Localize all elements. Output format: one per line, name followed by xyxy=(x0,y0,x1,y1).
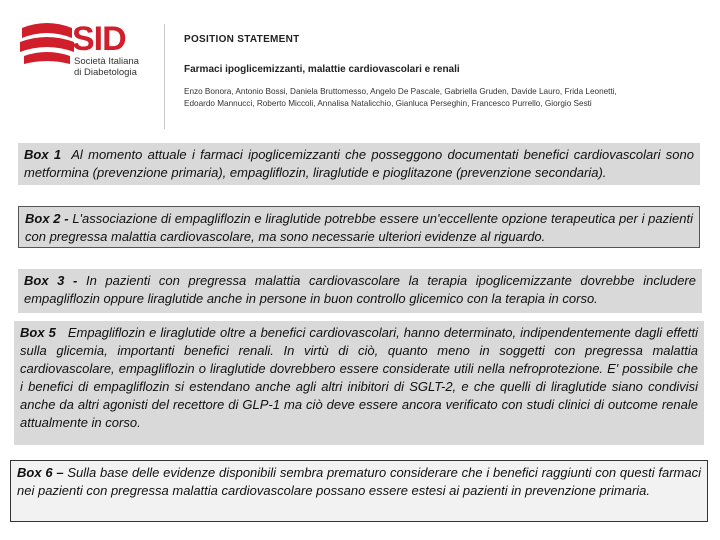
box-separator xyxy=(56,325,68,340)
sid-logo-mark xyxy=(16,22,78,68)
box-5 xyxy=(14,321,704,445)
box-label: Box 1 xyxy=(24,147,62,162)
box-text: L'associazione di empagliflozin e liraglutide potrebbe essere un'eccellente opzione terapeutica per i pazienti con pregressa malattia cardiovascolare, ma sono necessarie ulteriori evidenze al riguardo. xyxy=(25,211,693,244)
header-divider xyxy=(164,24,165,129)
logo-subtitle-line1: Società Italiana xyxy=(74,56,139,67)
logo-subtitle-line2: di Diabetologia xyxy=(74,67,137,78)
box-separator xyxy=(61,147,71,162)
box-text: Empagliflozin e liraglutide oltre a benefici cardiovascolari, hanno determinato, indipendentemente dagli effetti sulla glicemia, importanti benefici renali. In virtù di ciò, quanto meno in soggetti con pregressa malattia cardiovascolare, empagliflozin o liraglutide dovrebbero essere considerate utili nella nefroprotezione. E' possibile che i benefici di empagliflozin si estendano anche agli altri inibitori di SGLT-2, e che quelli di liraglutide siano condivisi anche da altri agonisti del recettore di GLP-1 ma ciò deve essere ancora verificato con studi clinici di outcome renale attualmente in corso. xyxy=(20,325,698,430)
box-3 xyxy=(18,269,702,313)
box-6 xyxy=(10,460,708,522)
logo-subtitle xyxy=(74,56,144,78)
sid-logo xyxy=(14,18,144,88)
box-separator: - xyxy=(60,211,73,226)
box-text: Sulla base delle evidenze disponibili sembra prematuro considerare che i benefici raggiunti con questi farmaci nei pazienti con pregressa malattia cardiovascolare possano essere estesi ai pazienti in prevenzione primaria. xyxy=(17,465,701,498)
box-label: Box 2 xyxy=(25,211,61,226)
logo-name: SID xyxy=(72,20,126,58)
box-separator: – xyxy=(52,465,68,480)
box-2 xyxy=(18,206,700,248)
box-label: Box 3 xyxy=(24,273,65,288)
document-title: Farmaci ipoglicemizzanti, malattie cardiovascolari e renali xyxy=(184,64,460,75)
box-1 xyxy=(18,143,700,185)
box-separator: - xyxy=(64,273,86,288)
author-list: Enzo Bonora, Antonio Bossi, Daniela Bruttomesso, Angelo De Pascale, Gabriella Gruden, Davide Lauro, Frida Leonetti, Edoardo Mannucci, Roberto Miccoli, Annalisa Natalicchio, Gianluca Perseghin, Francesco Purrello, Giorgio Sesti xyxy=(184,87,617,108)
box-text: Al momento attuale i farmaci ipoglicemizzanti che posseggono documentati benefici cardiovascolari sono metformina (prevenzione primaria), empagliflozin, liraglutide e pioglitazone (prevenzione secondaria). xyxy=(24,147,694,180)
box-label: Box 5 xyxy=(20,325,56,340)
position-statement-label: POSITION STATEMENT xyxy=(184,34,300,45)
box-label: Box 6 xyxy=(17,465,53,480)
box-text: In pazienti con pregressa malattia cardiovascolare la terapia ipoglicemizzante dovrebbe includere empagliflozin oppure liraglutide anche in persone in buon controllo glicemico con la terapia in corso. xyxy=(24,273,696,306)
